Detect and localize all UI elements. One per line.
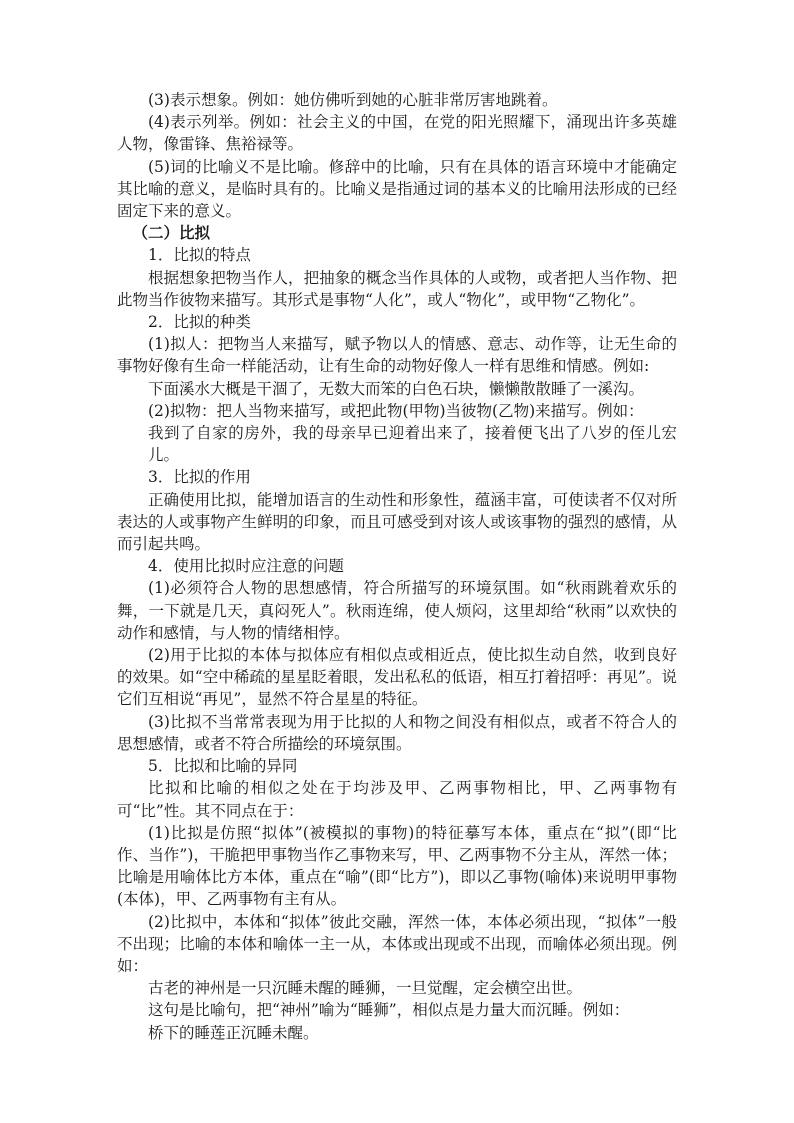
section-heading: （二）比拟 [132, 224, 211, 243]
document-page [117, 89, 677, 1044]
paragraph: (5)词的比喻义不是比喻。修辞中的比喻，只有在具体的语言环境中才能确定其比喻的意义，是临时具有的。比喻义是指通过词的基本义的比喻用法形成的已经固定下来的意义。 [117, 157, 677, 221]
example-sentence: 下面溪水大概是干涸了，无数大而笨的白色石块，懒懒散散睡了一溪沟。 [148, 379, 645, 398]
paragraph: (2)用于比拟的本体与拟体应有相似点或相近点，使比拟生动自然，收到良好的效果。如“空中稀疏的星星眨着眼，发出私私的低语，相互打着招呼：再见”。说它们互相说“再见”，显然不符合星星的特征。 [117, 646, 677, 709]
example-sentence: 桥下的睡莲正沉睡未醒。 [148, 1023, 319, 1042]
paragraph: (4)表示列举。例如：社会主义的中国，在党的阳光照耀下，涌现出许多英雄人物，像雷锋、焦裕禄等。 [117, 113, 677, 154]
paragraph: (1)拟人：把物当人来描写，赋予物以人的情感、意志、动作等，让无生命的事物好像有生命一样能活动，让有生命的动物好像人一样有思维和情感。例如: [117, 335, 677, 376]
paragraph: (3)表示想象。例如：她仿佛听到她的心脏非常厉害地跳着。 [148, 91, 558, 109]
subheading: 1．比拟的特点 [148, 246, 251, 265]
example-sentence: 我到了自家的房外，我的母亲早已迎着出来了，接着便飞出了八岁的侄儿宏儿。 [148, 424, 677, 465]
paragraph: (3)比拟不当常常表现为用于比拟的人和物之间没有相似点，或者不符合人的思想感情，或者不符合所描绘的环境氛围。 [117, 712, 677, 753]
paragraph: 比拟和比喻的相似之处在于均涉及甲、乙两事物相比，甲、乙两事物有可“比”性。其不同点在于： [117, 779, 677, 820]
paragraph: 正确使用比拟，能增加语言的生动性和形象性，蕴涵丰富，可使读者不仅对所表达的人或事物产生鲜明的印象，而且可感受到对该人或该事物的强烈的感情，从而引起共鸣。 [117, 490, 677, 554]
paragraph: 根据想象把物当作人，把抽象的概念当作具体的人或物，或者把人当作物、把此物当作彼物来描写。其形式是事物“人化”，或人“物化”，或甲物“乙物化”。 [117, 268, 677, 309]
example-sentence: 这句是比喻句，把“神州”喻为“睡狮”，相似点是力量大而沉睡。例如： [148, 1001, 630, 1020]
example-sentence: 古老的神州是一只沉睡未醒的睡狮，一旦觉醒，定会横空出世。 [148, 979, 583, 998]
subheading: 3．比拟的作用 [148, 468, 251, 487]
subheading: 2．比拟的种类 [148, 313, 251, 332]
paragraph: (1)必须符合人物的思想感情，符合所描写的环境氛围。如“秋雨跳着欢乐的舞，一下就是几天，真闷死人”。秋雨连绵，使人烦闷，这里却给“秋雨”以欢快的动作和感情，与人物的情绪相悖。 [117, 579, 677, 642]
paragraph: (2)拟物：把人当物来描写，或把此物(甲物)当彼物(乙物)来描写。例如： [148, 401, 644, 420]
subheading: 4．使用比拟时应注意的问题 [148, 557, 344, 576]
paragraph: (1)比拟是仿照“拟体”(被模拟的事物)的特征摹写本体，重点在“拟”(即“比作、当作”)，干脆把甲事物当作乙事物来写，甲、乙两事物不分主从，浑然一体；比喻是用喻体比方本体，重点在“喻”(即“比方”)，即以乙事物(喻体)来说明甲事物(本体)，甲、乙两事物有主有从。 [117, 823, 677, 909]
subheading: 5．比拟和比喻的异同 [148, 757, 298, 776]
paragraph: (2)比拟中，本体和“拟体”彼此交融，浑然一体，本体必须出现，“拟体”一般不出现；比喻的本体和喻体一主一从，本体或出现或不出现，而喻体必须出现。例如： [117, 912, 677, 975]
